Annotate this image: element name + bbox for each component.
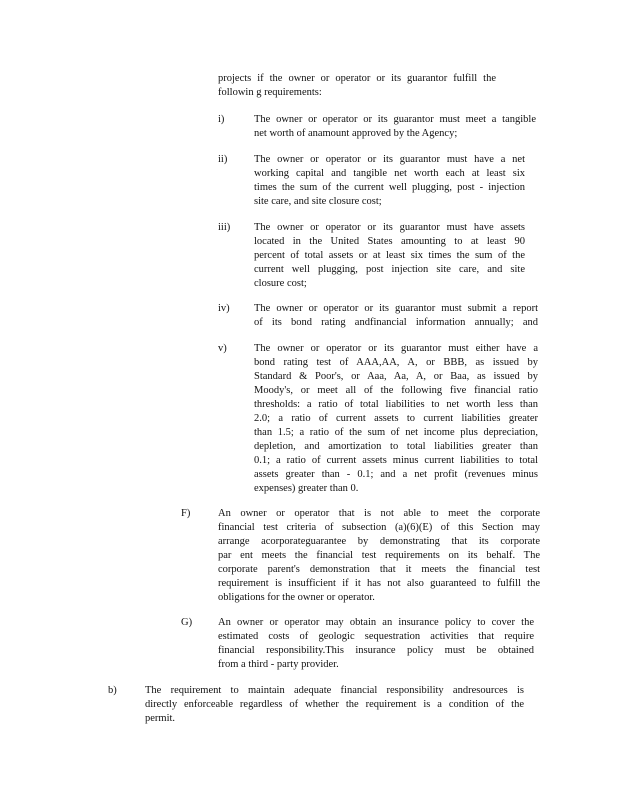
text-line: corporate parent's demonstration that it meets the financial test [218, 564, 540, 575]
text-line: The requirement to maintain adequate financial responsibility andresources is [145, 685, 524, 696]
text-line: estimated costs of geologic sequestration activities that require [218, 631, 534, 642]
text-line: arrange acorporateguarantee by demonstrating that its corporate [218, 536, 540, 547]
section-label-f: F) [181, 508, 191, 519]
text-line: thresholds: a ratio of total liabilities to net worth less than [254, 399, 538, 410]
text-line: times the sum of the current well plugging, post - injection [254, 182, 525, 193]
text-line: An owner or operator that is not able to meet the corporate [218, 508, 540, 519]
subsection-text-b [145, 684, 524, 726]
text-line: site care, and site closure cost; [254, 196, 382, 207]
text-line: expenses) greater than 0. [254, 483, 359, 494]
text-line: than 1.5; a ratio of the sum of net income plus depreciation, [254, 427, 538, 438]
intro-paragraph [218, 72, 496, 100]
item-text-i [254, 113, 536, 141]
text-line: The owner or operator or its guarantor must have assets [254, 222, 525, 233]
text-line: Standard & Poor's, or Aaa, Aa, A, or Baa, as issued by [254, 371, 538, 382]
text-line: The owner or operator or its guarantor must have a net [254, 154, 525, 165]
item-text-iii [254, 221, 525, 291]
text-line: percent of total assets or at least six times the sum of the [254, 250, 525, 261]
text-line: located in the United States amounting to at least 90 [254, 236, 525, 247]
item-label-iii: iii) [218, 222, 231, 233]
text-line: The owner or operator or its guarantor must submit a report [254, 303, 538, 314]
text-line: par ent meets the financial test requirements on its behalf. The [218, 550, 540, 561]
text-line: from a third - party provider. [218, 659, 339, 670]
section-text-g [218, 616, 534, 672]
item-label-ii: ii) [218, 154, 228, 165]
item-text-ii [254, 153, 525, 209]
text-line: net worth of anamount approved by the Agency; [254, 128, 458, 139]
text-line: permit. [145, 713, 176, 724]
text-line: directly enforceable regardless of whether the requirement is a condition of the [145, 699, 524, 710]
text-line: assets greater than - 0.1; and a net profit (revenues minus [254, 469, 538, 480]
text-line: An owner or operator may obtain an insurance policy to cover the [218, 617, 534, 628]
subsection-label-b: b) [108, 685, 117, 696]
item-label-iv: iv) [218, 303, 230, 314]
text-line: working capital and tangible net worth each at least six [254, 168, 525, 179]
item-text-v [254, 342, 538, 496]
item-label-v: v) [218, 343, 227, 354]
text-line: of its bond rating andfinancial information annually; and [254, 317, 538, 328]
text-line: The owner or operator or its guarantor must meet a tangible [254, 114, 536, 125]
text-line: closure cost; [254, 278, 307, 289]
text-line: The owner or operator or its guarantor must either have a [254, 343, 538, 354]
text-line: followin g requirements: [218, 87, 322, 98]
section-label-g: G) [181, 617, 193, 628]
text-line: obligations for the owner or operator. [218, 592, 375, 603]
item-text-iv [254, 302, 538, 330]
item-label-i: i) [218, 114, 225, 125]
text-line: current well plugging, post injection site care, and site [254, 264, 525, 275]
text-line: 0.1; a ratio of current assets minus current liabilities to total [254, 455, 538, 466]
text-line: 2.0; a ratio of current assets to current liabilities greater [254, 413, 538, 424]
text-line: financial test criteria of subsection (a)(6)(E) of this Section may [218, 522, 540, 533]
text-line: financial responsibility.This insurance policy must be obtained [218, 645, 534, 656]
text-line: bond rating test of AAA,AA, A, or BBB, as issued by [254, 357, 538, 368]
text-line: requirement is insufficient if it has not also guaranteed to fulfill the [218, 578, 540, 589]
text-line: depletion, and amortization to total liabilities greater than [254, 441, 538, 452]
text-line: projects if the owner or operator or its guarantor fulfill the [218, 73, 496, 84]
text-line: Moody's, or meet all of the following five financial ratio [254, 385, 538, 396]
section-text-f [218, 507, 540, 605]
